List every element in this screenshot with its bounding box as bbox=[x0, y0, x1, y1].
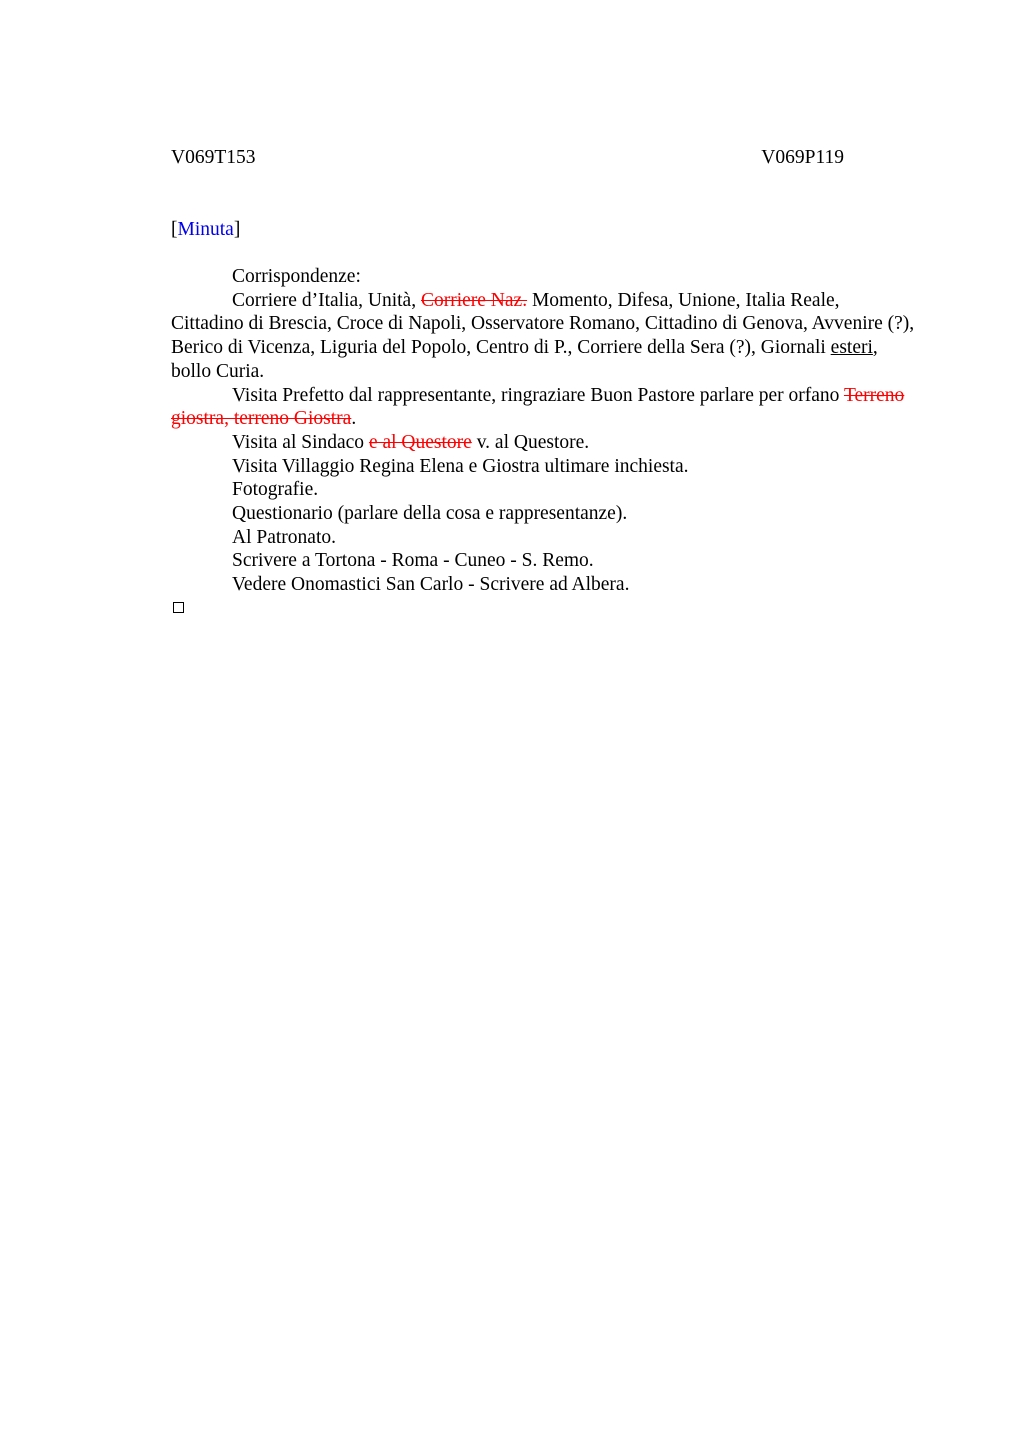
page-header bbox=[171, 146, 844, 170]
paragraph-patronato: Al Patronato. bbox=[232, 526, 336, 548]
text-segment: Visita al Sindaco bbox=[232, 431, 369, 453]
paragraph-corrispondenze: Corrispondenze: bbox=[232, 266, 361, 287]
document-body bbox=[171, 265, 916, 597]
paragraph-visita-prefetto bbox=[171, 384, 916, 431]
paragraph-fotografie: Fotografie. bbox=[232, 479, 319, 501]
underlined-text: esteri bbox=[830, 337, 873, 359]
text-segment: , bollo Curia. bbox=[171, 337, 878, 382]
text-segment: . bbox=[351, 408, 357, 430]
text-segment: Visita Prefetto dal rappresentante, ringraziare Buon Pastore parlare per orfano bbox=[232, 384, 844, 406]
document-code-right: V069P119 bbox=[761, 147, 844, 168]
deleted-text: Corriere Naz. bbox=[420, 289, 528, 311]
document-type-open-bracket: [ bbox=[171, 219, 178, 240]
paragraph-scrivere: Scrivere a Tortona - Roma - Cuneo - S. Remo. bbox=[232, 550, 594, 572]
deleted-text: Terreno giostra, terreno Giostra bbox=[171, 384, 905, 430]
paragraph-onomastici: Vedere Onomastici San Carlo - Scrivere ad Albera. bbox=[232, 574, 630, 596]
end-square-icon bbox=[173, 602, 184, 613]
document-type bbox=[171, 218, 240, 242]
text-segment: Momento, Difesa, Unione, Italia Reale, Cittadino di Brescia, Croce di Napoli, Osservatore Romano, Cittadino di Genova, Avvenire (?), Berico di Vicenza, Liguria del Popolo, Centro di P., Corriere della Sera (?), Giornali bbox=[171, 289, 915, 359]
deleted-text: e al Questore bbox=[368, 431, 472, 453]
document-code-left: V069T153 bbox=[171, 147, 256, 168]
document-type-label: Minuta bbox=[177, 219, 234, 240]
text-segment: Corriere d’Italia, Unità, bbox=[232, 289, 421, 311]
paragraph-visita-villaggio: Visita Villaggio Regina Elena e Giostra ultimare inchiesta. bbox=[232, 455, 689, 477]
text-segment: v. al Questore. bbox=[471, 431, 590, 453]
paragraph-newspapers bbox=[171, 289, 916, 384]
paragraph-questionario: Questionario (parlare della cosa e rappresentanze). bbox=[232, 503, 628, 525]
document-type-close-bracket: ] bbox=[233, 219, 241, 240]
paragraph-visita-sindaco bbox=[171, 431, 916, 455]
